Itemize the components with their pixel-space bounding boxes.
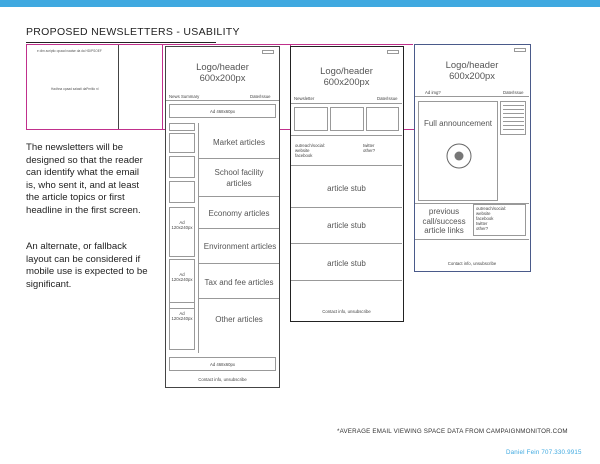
layout-3-logo: Logo/header 600x200px	[445, 59, 499, 81]
layout-2-thumb	[366, 107, 399, 131]
layout-1-article-rule	[199, 158, 279, 159]
layout-1-ad-top	[169, 104, 276, 118]
top-accent-bar	[0, 0, 600, 7]
fallback-paragraph: An alternate, or fallback layout can be considered if mobile use is expected to be significant.	[26, 241, 148, 290]
layout-1-ad-side-label: Ad 120x240px	[171, 311, 193, 321]
layout-3-side-panel	[500, 101, 526, 135]
layout-1-article-rule	[199, 196, 279, 197]
layout-2-nav-rule	[291, 103, 402, 104]
layout-1-left-snippet	[169, 133, 195, 153]
layout-3-previous-links: previous call/success article links	[422, 207, 466, 235]
footer-source-note: *AVERAGE EMAIL VIEWING SPACE DATA FROM CAMPAIGNMONITOR.COM	[337, 428, 568, 435]
layout-3-divider	[415, 239, 529, 240]
layout-1-article: Market articles	[212, 138, 265, 147]
email-preview-box	[26, 44, 163, 130]
image-placeholder-icon	[444, 141, 474, 171]
layout-1-article-column	[198, 123, 279, 353]
page-title: PROPOSED NEWSLETTERS - USABILITY	[26, 26, 240, 38]
layout-2-nav-left: Newsletter	[294, 96, 315, 101]
layout-2-links-right: twitter other?	[363, 143, 376, 153]
layout-1-left-snippet	[169, 123, 195, 131]
layout-3-tab	[514, 48, 526, 52]
layout-1-frame	[165, 46, 280, 388]
layout-1-article: School facility articles	[214, 168, 264, 188]
layout-1-article-rule	[199, 228, 279, 229]
fold-line	[163, 44, 413, 45]
layout-2-thumb	[330, 107, 364, 131]
preview-line-2: Hadhna opaad saiasti daPmitlo nl	[51, 87, 99, 91]
intro-paragraph: The newsletters will be designed so that the reader can identify what the email is, who sent it, and at least the article topics or first headline in the first screen.	[26, 142, 143, 216]
layout-2-article-stub: article stub	[327, 221, 366, 230]
layout-1-left-snippet	[169, 181, 195, 203]
layout-1-article-rule	[199, 298, 279, 299]
layout-1-nav-right: Date/Issue	[250, 94, 271, 99]
layout-3-announcement-panel	[418, 101, 498, 201]
layout-1-tab	[262, 50, 274, 54]
layout-1-article: Other articles	[215, 315, 263, 324]
layout-2-article-stub: article stub	[327, 259, 366, 268]
layout-3-nav-rule	[415, 96, 529, 97]
layout-2-frame	[290, 46, 404, 322]
layout-1-ad-side	[169, 302, 195, 350]
layout-1-ad-side-label: Ad 120x240px	[171, 220, 193, 230]
layout-1-ad-top-label: Ad 468x60px	[209, 109, 236, 114]
layout-1-ad-bottom	[169, 357, 276, 371]
layout-2-divider	[291, 165, 402, 166]
layout-1-article: Environment articles	[203, 242, 277, 251]
layout-2-article-stub: article stub	[327, 184, 366, 193]
layout-1-logo: Logo/header 600x200px	[196, 61, 249, 83]
layout-1-article: Tax and fee articles	[204, 278, 274, 287]
designer-signature: Daniel Fein 707.330.9915	[506, 449, 582, 456]
layout-2-divider	[291, 207, 402, 208]
layout-2-links-left: outreach/social: website facebook	[295, 143, 326, 158]
layout-1-ad-side-label: Ad 120x240px	[171, 272, 193, 282]
layout-2-nav-right: Date/Issue	[377, 96, 398, 101]
title-underline	[26, 42, 216, 43]
layout-2-logo: Logo/header 600x200px	[320, 65, 373, 87]
preview-line-1: e dim acriptic opaad naaise da da HDIPSOEF	[37, 49, 102, 53]
layout-2-contact: Contact info, unsubscribe	[322, 309, 371, 314]
layout-3-links-text: outreach/social: website facebook twitter other?	[476, 206, 507, 231]
layout-1-ad-side	[169, 207, 195, 257]
layout-2-thumb	[294, 107, 328, 131]
layout-2-divider	[291, 135, 402, 136]
layout-1-article: Economy articles	[208, 209, 270, 218]
layout-1-ad-bottom-label: Ad 468x60px	[209, 362, 236, 367]
layout-1-left-snippet	[169, 156, 195, 178]
layout-1-nav-left: News Summary	[169, 94, 200, 99]
layout-3-side-lines	[503, 105, 524, 131]
layout-3-links	[473, 204, 526, 236]
layout-3-contact: Contact info, unsubscribe	[447, 261, 497, 266]
layout-3-nav-right: Date/Issue	[503, 90, 524, 95]
layout-3-frame	[414, 44, 531, 272]
layout-2-divider	[291, 243, 402, 244]
layout-3-nav-left: Ad img?	[425, 90, 441, 95]
layout-1-nav-rule	[166, 100, 279, 101]
layout-2-tab	[387, 50, 399, 54]
layout-3-announcement: Full announcement	[423, 119, 493, 128]
layout-1-contact: Contact info, unsubscribe	[198, 377, 247, 382]
layout-2-divider	[291, 280, 402, 281]
preview-divider	[118, 45, 119, 129]
layout-1-article-rule	[199, 263, 279, 264]
